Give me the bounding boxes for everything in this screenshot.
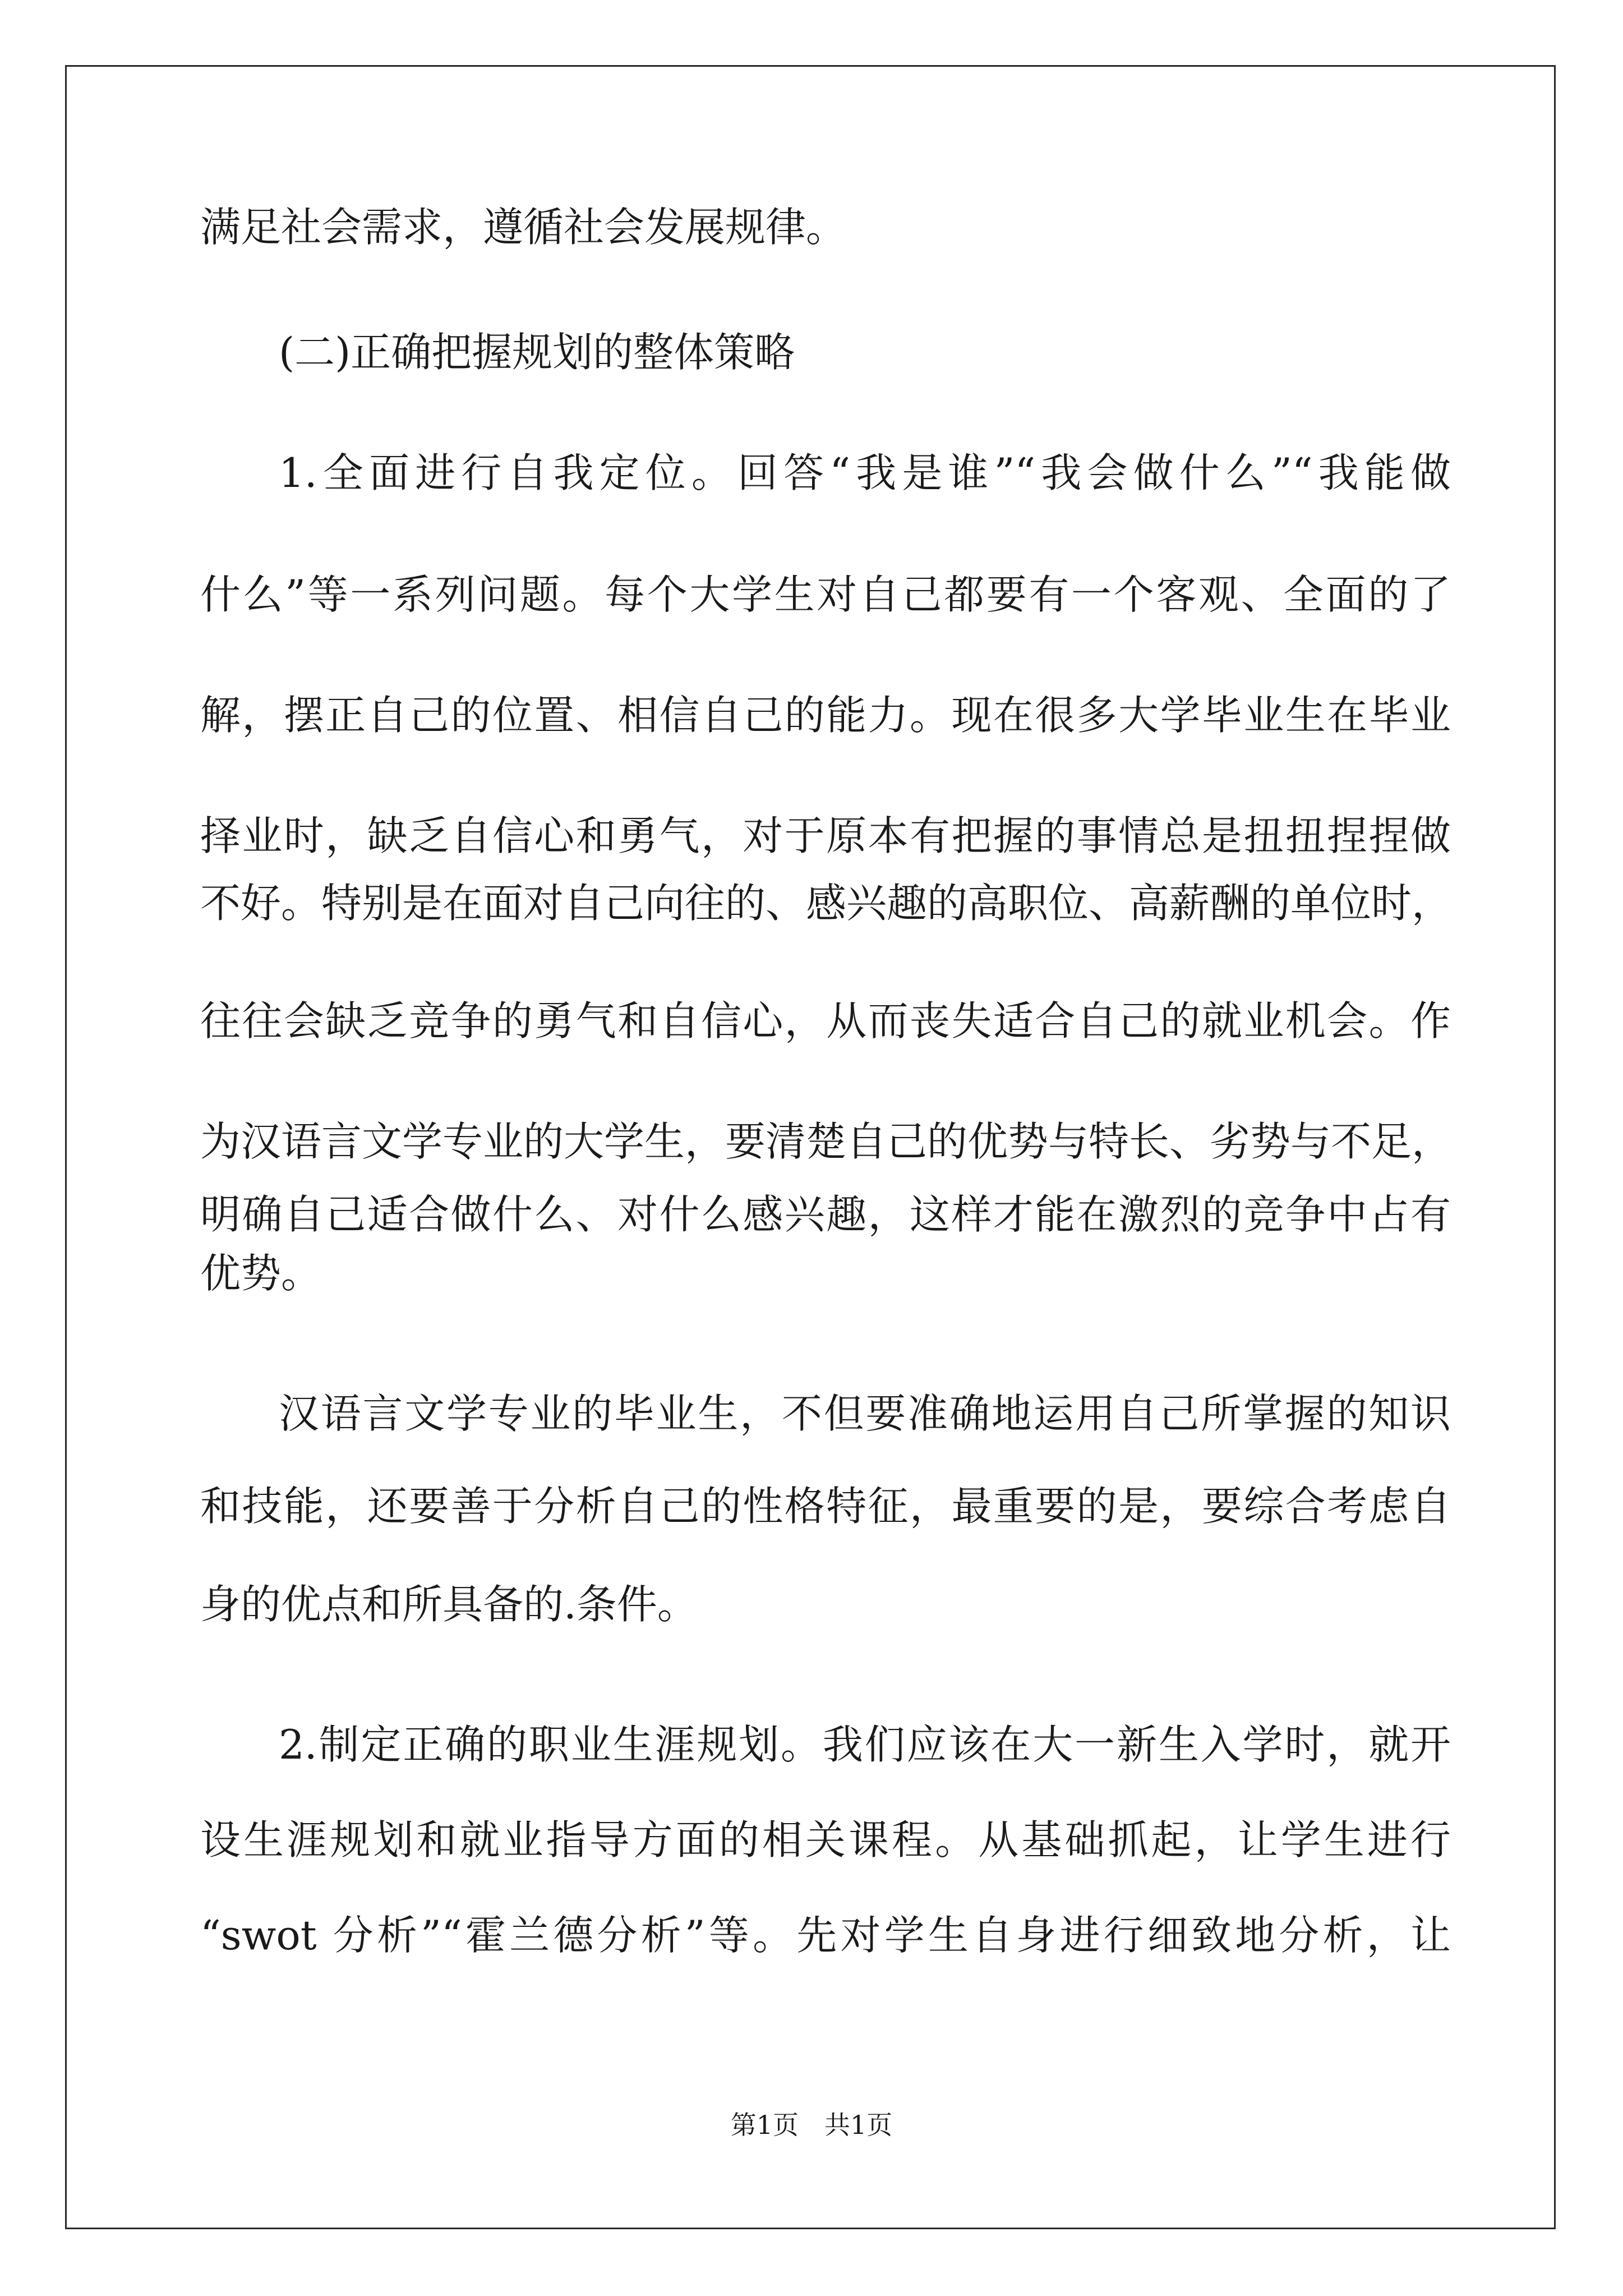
text-line: 往往会缺乏竞争的勇气和自信心，从而丧失适合自己的就业机会。作 xyxy=(200,997,1451,1045)
section-heading: (二)正确把握规划的整体策略 xyxy=(279,329,795,376)
text-line: 解，摆正自己的位置、相信自己的能力。现在很多大学毕业生在毕业 xyxy=(200,692,1451,739)
text-line: 为汉语言文学专业的大学生，要清楚自己的优势与特长、劣势与不足， xyxy=(200,1118,1453,1165)
text-line: 满足社会需求，遵循社会发展规律。 xyxy=(200,204,847,251)
text-line: 优势。 xyxy=(200,1250,322,1297)
text-line: 汉语言文学专业的毕业生，不但要准确地运用自己所掌握的知识 xyxy=(279,1390,1451,1437)
text-line: 明确自己适合做什么、对什么感兴趣，这样才能在激烈的竞争中占有 xyxy=(200,1191,1451,1238)
page-footer xyxy=(0,2108,1623,2142)
text-line: 不好。特别是在面对自己向往的、感兴趣的高职位、高薪酬的单位时， xyxy=(200,880,1453,927)
text-line: 设生涯规划和就业指导方面的相关课程。从基础抓起，让学生进行 xyxy=(200,1816,1451,1864)
text-line: 和技能，还要善于分析自己的性格特征，最重要的是，要综合考虑自 xyxy=(200,1483,1451,1530)
page-number: 第1页 xyxy=(730,2110,799,2140)
text-line: 什么”等一系列问题。每个大学生对自己都要有一个客观、全面的了 xyxy=(200,571,1451,618)
text-line: 2.制定正确的职业生涯规划。我们应该在大一新生入学时，就开 xyxy=(279,1721,1451,1768)
page-total: 共1页 xyxy=(824,2110,893,2140)
text-line: 择业时，缺乏自信心和勇气，对于原本有把握的事情总是扭扭捏捏做 xyxy=(200,812,1451,859)
text-line: “swot 分析”“霍兰德分析”等。先对学生自身进行细致地分析，让 xyxy=(200,1912,1451,1959)
text-line: 1.全面进行自我定位。回答“我是谁”“我会做什么”“我能做 xyxy=(279,449,1451,496)
text-line: 身的优点和所具备的.条件。 xyxy=(200,1581,698,1628)
